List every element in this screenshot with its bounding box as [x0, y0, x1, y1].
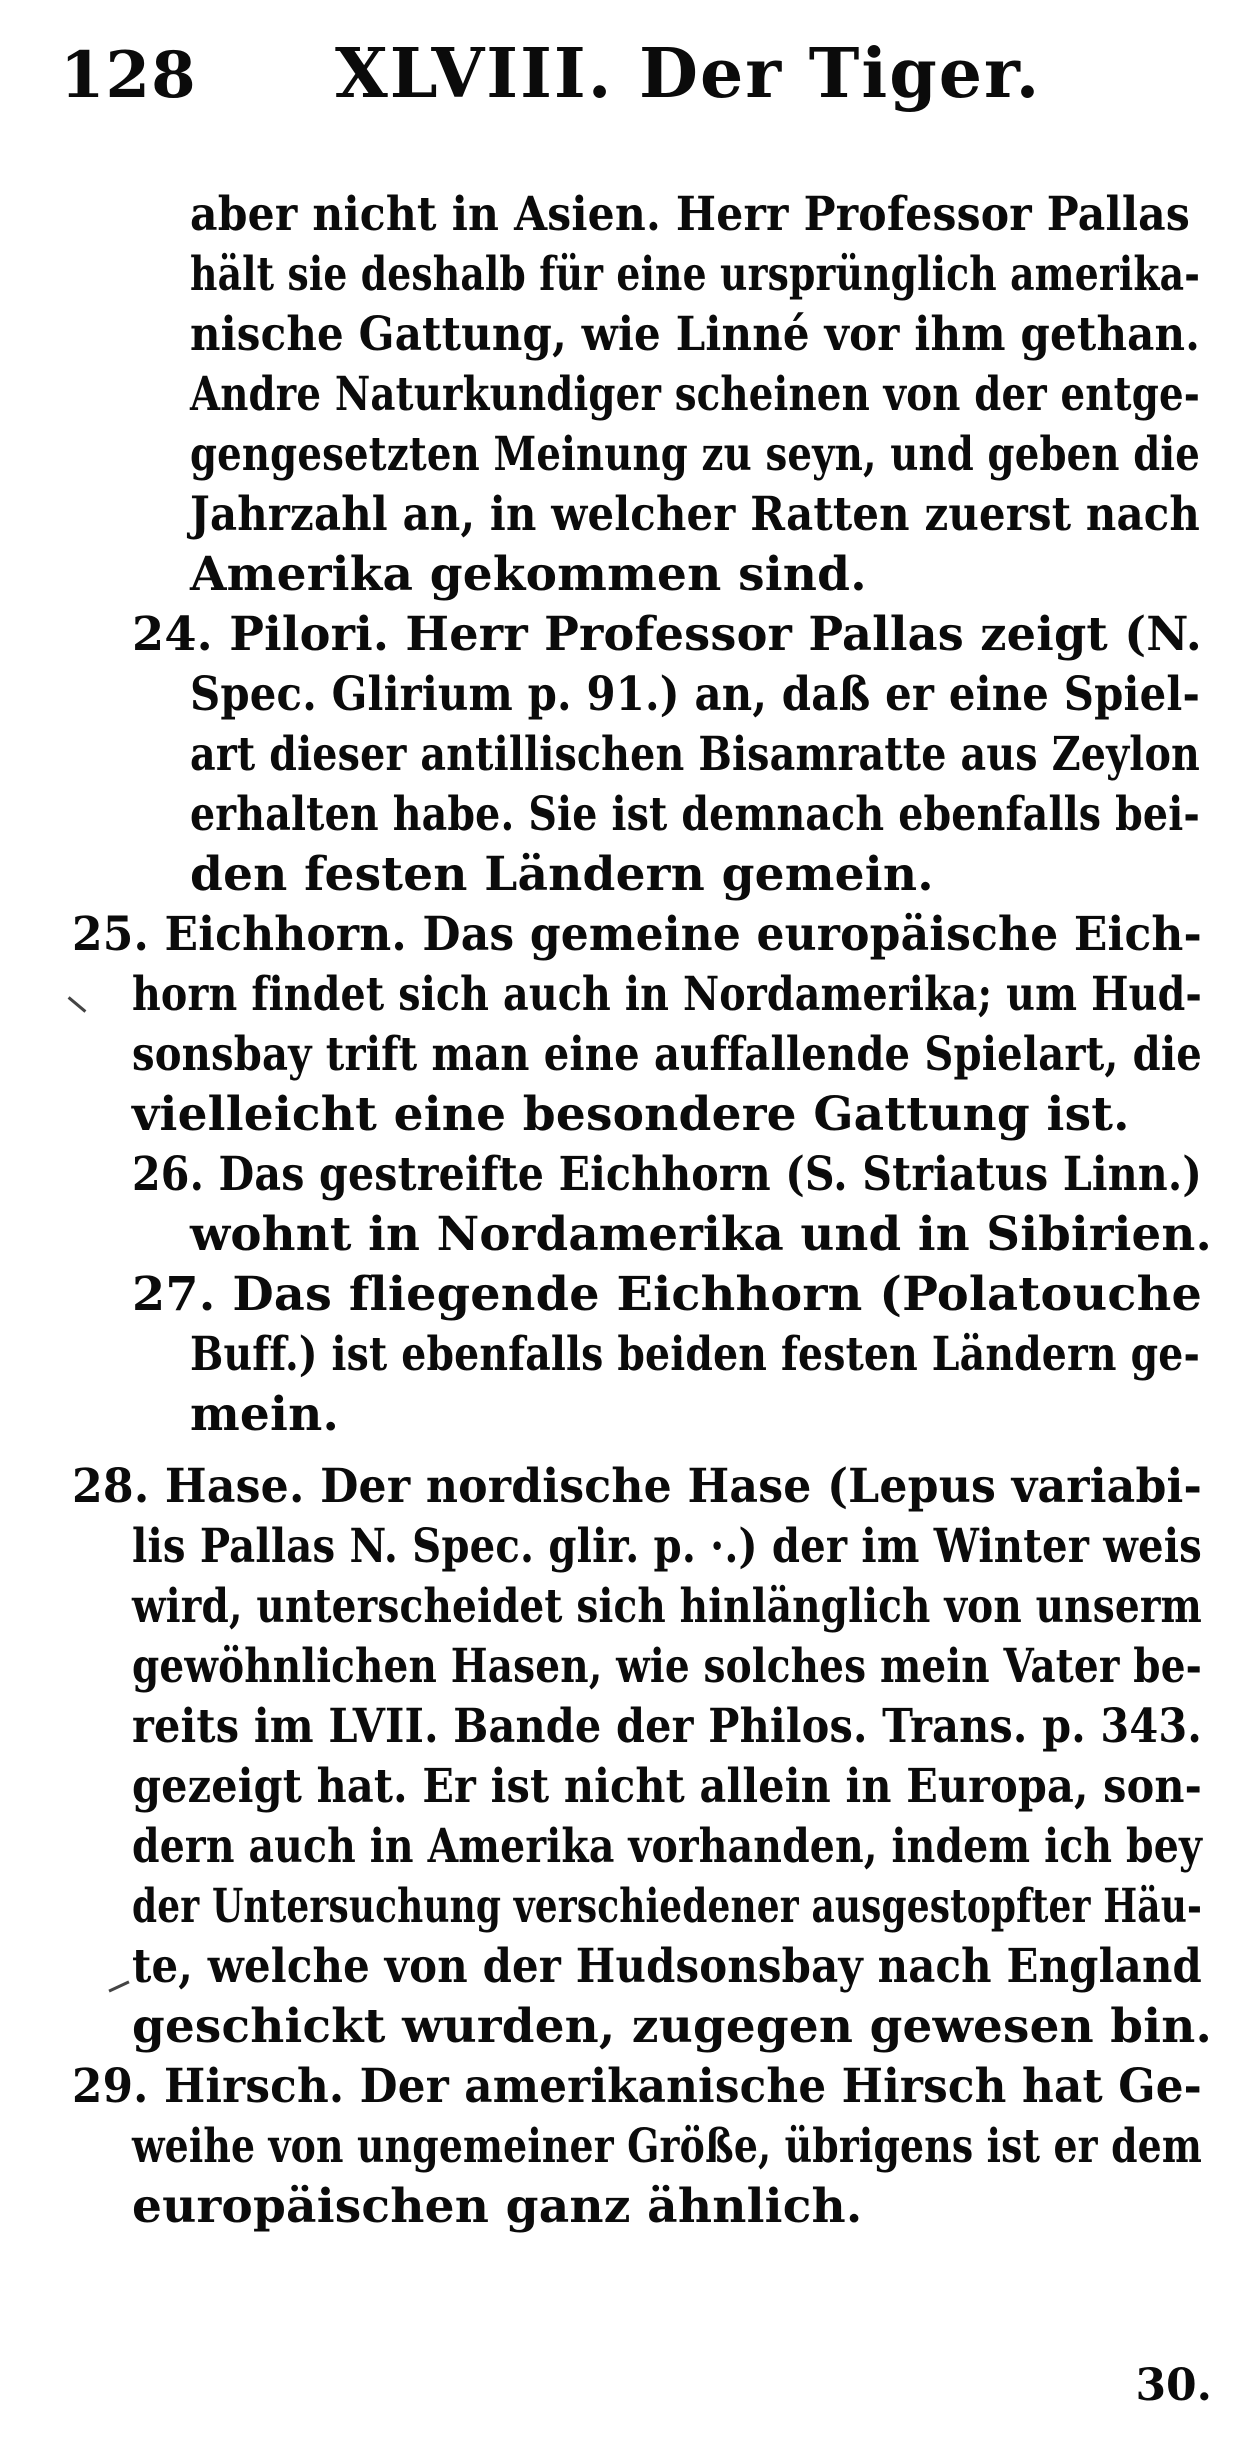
text-line: den festen Ländern gemein. [190, 847, 934, 902]
page-header [60, 34, 1212, 118]
text-line: 28. Hase. Der nordische Hase (Lepus variabi- [72, 1459, 1202, 1514]
page-number: 128 [60, 38, 197, 113]
text-line: wohnt in Nordamerika und in Sibirien. [190, 1207, 1212, 1262]
text-line: Amerika gekommen sind. [190, 547, 867, 602]
text-line: nische Gattung, wie Linné vor ihm gethan. [190, 307, 1200, 362]
text-line: der Untersuchung verschiedener ausgestopfter Häu- [132, 1879, 1202, 1934]
text-line: Andre Naturkundiger scheinen von der entge- [190, 367, 1200, 422]
text-line: geschickt wurden, zugegen gewesen bin. [132, 1999, 1212, 2054]
text-line: te, welche von der Hudsonsbay nach England [132, 1939, 1202, 1994]
text-line: hält sie deshalb für eine ursprünglich amerika- [190, 247, 1200, 302]
text-line: europäischen ganz ähnlich. [132, 2179, 863, 2234]
text-line: 24. Pilori. Herr Professor Pallas zeigt (N. [132, 607, 1202, 662]
text-line: gezeigt hat. Er ist nicht allein in Europa, son- [132, 1759, 1202, 1814]
text-line: Jahrzahl an, in welcher Ratten zuerst nach [190, 487, 1200, 542]
running-head: XLVIII. Der Tiger. [335, 34, 1042, 114]
text-line: gengesetzten Meinung zu seyn, und geben die [190, 427, 1200, 482]
text-line: wird, unterscheidet sich hinlänglich von unserm [132, 1579, 1202, 1634]
text-line: 26. Das gestreifte Eichhorn (S. Striatus Linn.) [132, 1147, 1202, 1202]
margin-mark [108, 1980, 129, 1992]
text-line: gewöhnlichen Hasen, wie solches mein Vater be- [132, 1639, 1202, 1694]
text-line: dern auch in Amerika vorhanden, indem ich bey [132, 1819, 1202, 1874]
text-line: 27. Das fliegende Eichhorn (Polatouche [132, 1267, 1202, 1322]
text-line: 29. Hirsch. Der amerikanische Hirsch hat Ge- [72, 2059, 1202, 2114]
text-line: lis Pallas N. Spec. glir. p. ·.) der im Winter weis [132, 1519, 1202, 1574]
text-line: art dieser antillischen Bisamratte aus Zeylon [190, 727, 1200, 782]
catchword: 30. [1135, 2360, 1212, 2411]
text-line: Spec. Glirium p. 91.) an, daß er eine Spiel- [190, 667, 1200, 722]
text-line: erhalten habe. Sie ist demnach ebenfalls bei- [190, 787, 1200, 842]
text-line: vielleicht eine besondere Gattung ist. [132, 1087, 1130, 1142]
text-line: aber nicht in Asien. Herr Professor Pallas [190, 187, 1190, 242]
text-line: 25. Eichhorn. Das gemeine europäische Eich- [72, 907, 1202, 962]
text-line: reits im LVII. Bande der Philos. Trans. p. 343. [132, 1699, 1202, 1754]
margin-mark [68, 996, 87, 1012]
text-line: Buff.) ist ebenfalls beiden festen Ländern ge- [190, 1327, 1200, 1382]
text-line: horn findet sich auch in Nordamerika; um Hud- [132, 967, 1202, 1022]
text-line: weihe von ungemeiner Größe, übrigens ist er dem [132, 2119, 1202, 2174]
text-line: mein. [190, 1387, 340, 1442]
text-line: sonsbay trift man eine auffallende Spielart, die [132, 1027, 1202, 1082]
